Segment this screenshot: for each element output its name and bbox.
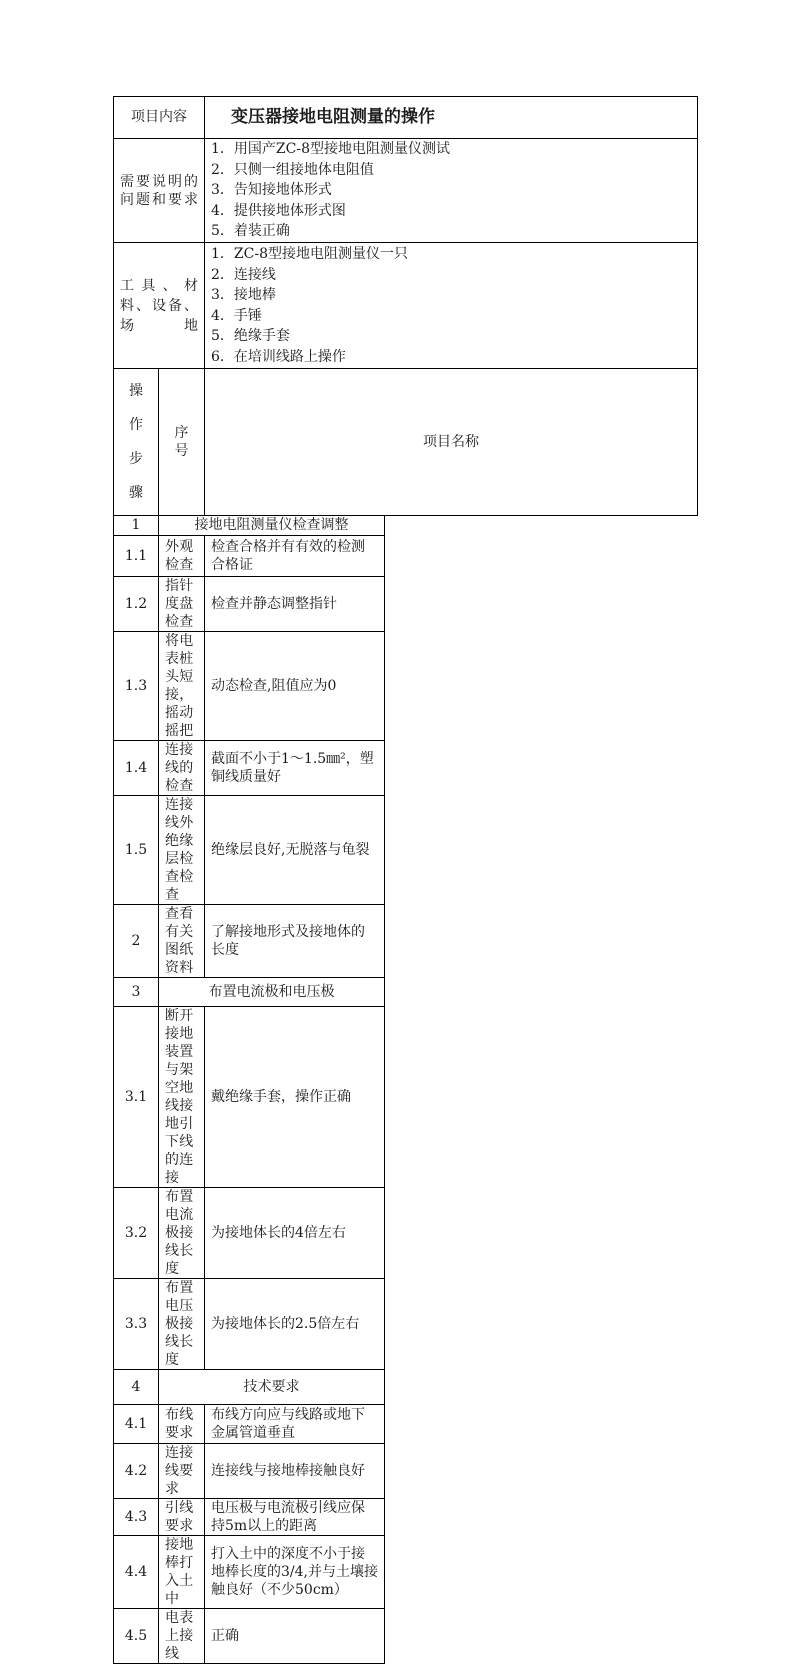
tool-item: 5．绝缘手套 bbox=[211, 328, 290, 344]
step-row bbox=[114, 741, 698, 796]
step-number: 4.5 bbox=[114, 1609, 159, 1664]
step-number: 1.4 bbox=[114, 741, 159, 796]
step-row bbox=[114, 1188, 698, 1279]
steps-label-char: 操 bbox=[129, 383, 143, 399]
step-description: 绝缘层良好,无脱落与龟裂 bbox=[205, 796, 385, 905]
step-row bbox=[114, 1499, 698, 1536]
step-number: 4.3 bbox=[114, 1499, 159, 1536]
step-number: 1 bbox=[114, 516, 159, 536]
requirement-item: 2．只侧一组接地体电阻值 bbox=[211, 161, 374, 178]
operation-table bbox=[113, 96, 698, 1664]
steps-label-char: 骤 bbox=[129, 485, 143, 501]
steps-label-char: 作 bbox=[129, 417, 143, 433]
step-section-row bbox=[114, 516, 698, 536]
step-row bbox=[114, 577, 698, 632]
step-number: 4 bbox=[114, 1370, 159, 1405]
step-number: 2 bbox=[114, 905, 159, 978]
document-title: 变压器接地电阻测量的操作 bbox=[205, 97, 698, 139]
step-description: 正确 bbox=[205, 1609, 385, 1664]
step-section-row bbox=[114, 1370, 698, 1405]
step-number: 3.2 bbox=[114, 1188, 159, 1279]
step-description: 电压极与电流极引线应保持5m以上的距离 bbox=[205, 1499, 385, 1536]
step-description: 布线方向应与线路或地下金属管道垂直 bbox=[205, 1405, 385, 1444]
steps-header-row bbox=[114, 369, 698, 516]
step-name: 布置电压极接线长度 bbox=[159, 1279, 205, 1370]
header-label: 项目内容 bbox=[114, 97, 205, 139]
step-name: 电表上接线 bbox=[159, 1609, 205, 1664]
tool-item: 2．连接线 bbox=[211, 266, 276, 283]
step-name: 将电表桩头短接，摇动摇把 bbox=[159, 632, 205, 741]
step-name: 布线要求 bbox=[159, 1405, 205, 1444]
step-rows bbox=[114, 516, 698, 1664]
tools-list bbox=[205, 243, 698, 369]
step-row bbox=[114, 1007, 698, 1188]
step-section-title: 接地电阻测量仪检查调整 bbox=[159, 516, 385, 536]
step-name: 连接线要求 bbox=[159, 1444, 205, 1499]
step-description: 连接线与接地棒接触良好 bbox=[205, 1444, 385, 1499]
step-description: 动态检查,阻值应为0 bbox=[205, 632, 385, 741]
tools-row bbox=[114, 243, 698, 369]
tool-item: 1．ZC-8型接地电阻测量仪一只 bbox=[211, 246, 408, 262]
step-name: 外观检查 bbox=[159, 536, 205, 577]
requirements-label: 需要说明的问题和要求 bbox=[114, 139, 205, 243]
step-section-title: 技术要求 bbox=[159, 1370, 385, 1405]
tool-item: 6．在培训线路上操作 bbox=[211, 348, 346, 365]
step-description: 了解接地形式及接地体的长度 bbox=[205, 905, 385, 978]
step-row bbox=[114, 1405, 698, 1444]
requirement-item: 4．提供接地体形式图 bbox=[211, 202, 346, 219]
header-row bbox=[114, 97, 698, 139]
step-section-title: 布置电流极和电压极 bbox=[159, 978, 385, 1007]
tools-label: 工具、材料、设备、场地 bbox=[114, 243, 205, 369]
step-number: 1.1 bbox=[114, 536, 159, 577]
step-number: 3.3 bbox=[114, 1279, 159, 1370]
step-number: 1.3 bbox=[114, 632, 159, 741]
step-row bbox=[114, 632, 698, 741]
step-description: 为接地体长的2.5倍左右 bbox=[205, 1279, 385, 1370]
requirement-item: 1．用国产ZC-8型接地电阻测量仪测试 bbox=[211, 141, 450, 158]
step-description: 戴绝缘手套，操作正确 bbox=[205, 1007, 385, 1188]
step-number: 4.4 bbox=[114, 1536, 159, 1609]
requirements-row bbox=[114, 139, 698, 243]
step-name: 查看有关图纸资料 bbox=[159, 905, 205, 978]
step-row bbox=[114, 1536, 698, 1609]
step-number: 1.5 bbox=[114, 796, 159, 905]
requirement-item: 5．着装正确 bbox=[211, 223, 290, 240]
step-description: 截面不小于1～1.5㎜²，塑铜线质量好 bbox=[205, 741, 385, 796]
step-name: 接地棒打入土中 bbox=[159, 1536, 205, 1609]
step-row bbox=[114, 1279, 698, 1370]
step-description: 为接地体长的4倍左右 bbox=[205, 1188, 385, 1279]
step-name: 布置电流极接线长度 bbox=[159, 1188, 205, 1279]
step-description: 检查合格并有有效的检测合格证 bbox=[205, 536, 385, 577]
step-number: 1.2 bbox=[114, 577, 159, 632]
step-description: 打入土中的深度不小于接地棒长度的3/4,并与土壤接触良好（不少50cm） bbox=[205, 1536, 385, 1609]
step-number: 3.1 bbox=[114, 1007, 159, 1188]
steps-label-char: 步 bbox=[129, 451, 143, 467]
step-name: 连接线的检查 bbox=[159, 741, 205, 796]
column-header-no: 序号 bbox=[159, 369, 205, 516]
step-description: 检查并静态调整指针 bbox=[205, 577, 385, 632]
step-name: 指针度盘检查 bbox=[159, 577, 205, 632]
step-row bbox=[114, 1609, 698, 1664]
step-number: 4.1 bbox=[114, 1405, 159, 1444]
steps-label bbox=[114, 369, 159, 516]
step-row bbox=[114, 796, 698, 905]
step-row bbox=[114, 905, 698, 978]
tool-item: 3．接地棒 bbox=[211, 287, 276, 303]
step-row bbox=[114, 536, 698, 577]
step-number: 4.2 bbox=[114, 1444, 159, 1499]
step-section-row bbox=[114, 978, 698, 1007]
step-name: 断开接地装置与架空地线接地引下线的连接 bbox=[159, 1007, 205, 1188]
step-name: 连接线外绝缘层检查检查 bbox=[159, 796, 205, 905]
column-header-name: 项目名称 bbox=[205, 369, 698, 516]
requirements-list bbox=[205, 139, 698, 243]
step-row bbox=[114, 1444, 698, 1499]
step-name: 引线要求 bbox=[159, 1499, 205, 1536]
tool-item: 4．手锤 bbox=[211, 307, 262, 324]
requirement-item: 3．告知接地体形式 bbox=[211, 182, 332, 199]
step-number: 3 bbox=[114, 978, 159, 1007]
